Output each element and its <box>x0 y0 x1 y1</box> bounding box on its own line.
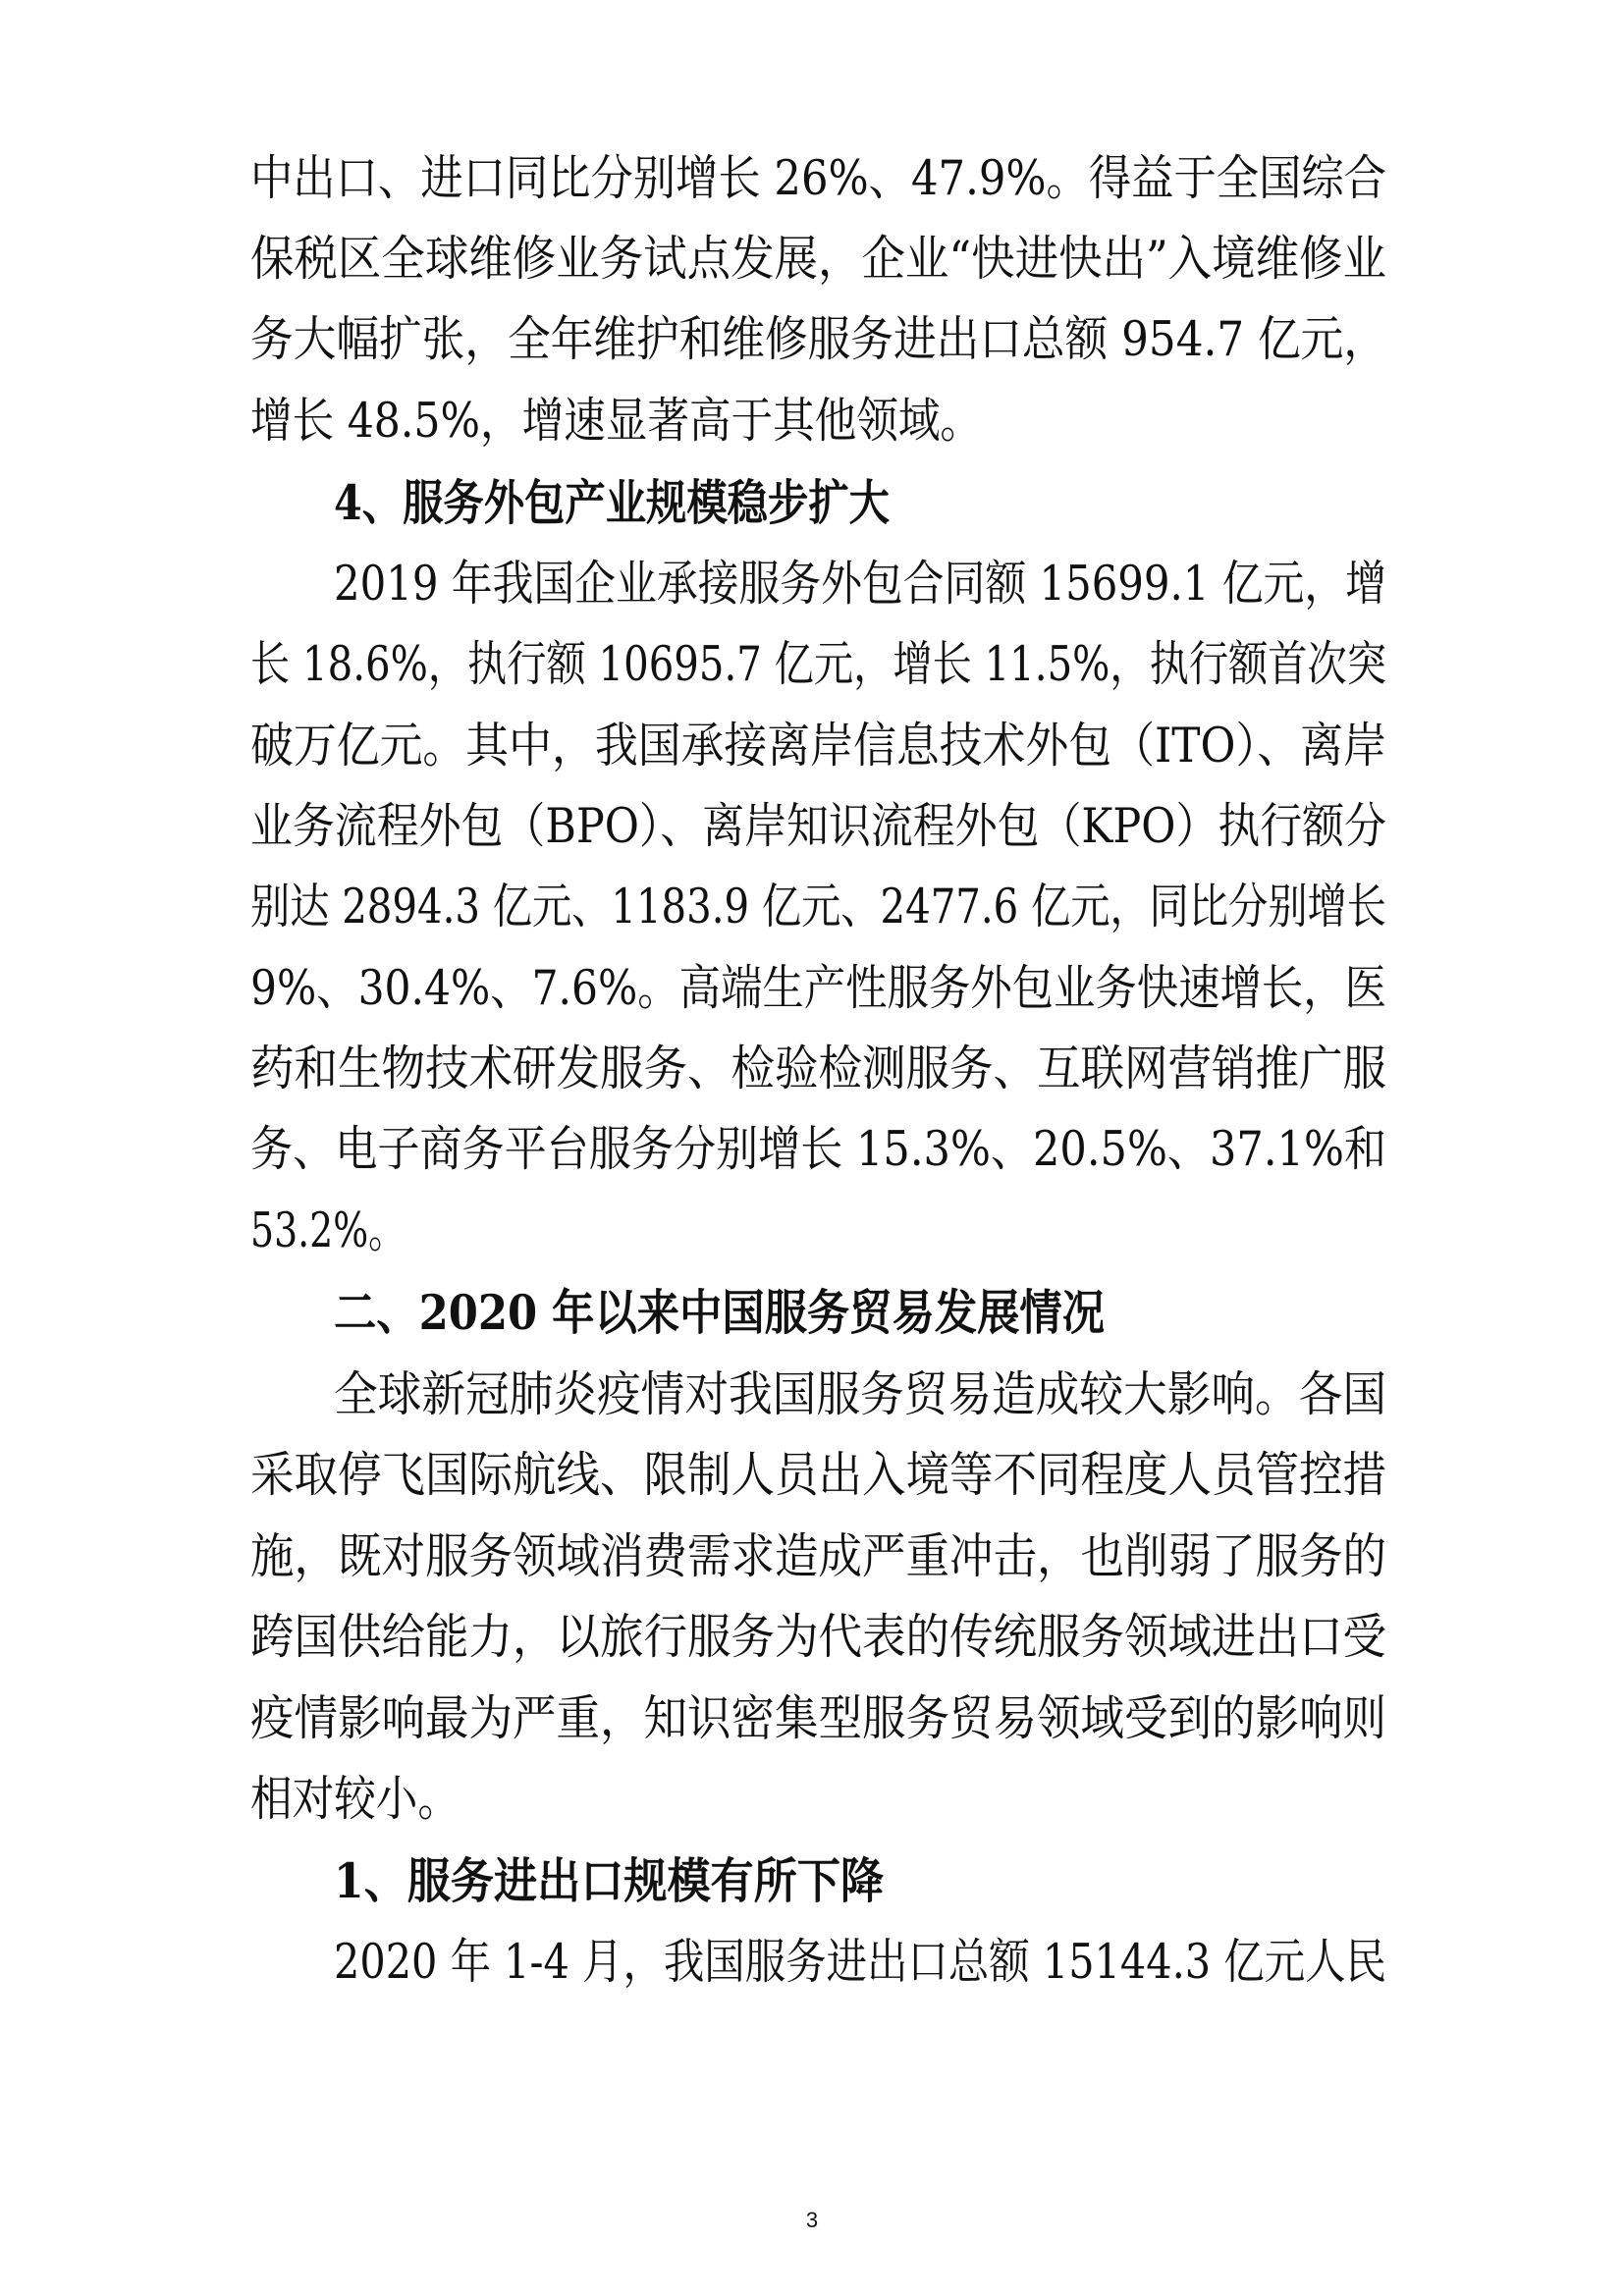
line-text: 保税区全球维修业务试点发展，企业“快进快出”入境维修业 <box>250 231 1386 287</box>
paragraph-line <box>0 545 1624 623</box>
line-text: 破万亿元。其中，我国承接离岸信息技术外包（ITO）、离岸 <box>250 718 1386 774</box>
line-text: 务、电子商务平台服务分别增长 15.3%、20.5%、37.1%和 <box>250 1121 1386 1177</box>
line-text: 中出口、进口同比分别增长 26%、47.9%。得益于全国综合 <box>250 150 1386 206</box>
paragraph-line <box>0 1680 1624 1758</box>
section-heading-line <box>0 1273 1624 1352</box>
paragraph-line <box>0 787 1624 866</box>
line-text: 药和生物技术研发服务、检验检测服务、互联网营销推广服 <box>250 1041 1386 1096</box>
line-text: 施，既对服务领域消费需求造成严重冲击，也削弱了服务的 <box>250 1528 1386 1584</box>
line-text: 跨国供给能力，以旅行服务为代表的传统服务领域进出口受 <box>250 1609 1386 1665</box>
heading-text: 4、服务外包产业规模稳步扩大 <box>334 474 890 531</box>
paragraph-line <box>0 707 1624 785</box>
paragraph-line <box>0 1923 1624 2002</box>
heading-text: 二、2020 年以来中国服务贸易发展情况 <box>334 1284 1105 1341</box>
section-heading-line <box>0 463 1624 542</box>
line-text: 全球新冠肺炎疫情对我国服务贸易造成较大影响。各国 <box>334 1366 1386 1422</box>
line-text: 业务流程外包（BPO）、离岸知识流程外包（KPO）执行额分 <box>250 798 1386 854</box>
line-text: 2020 年 1-4 月，我国服务进出口总额 15144.3 亿元人民 <box>334 1934 1386 1990</box>
paragraph-line <box>0 220 1624 298</box>
section-heading-line <box>0 1842 1624 1920</box>
line-text: 2019 年我国企业承接服务外包合同额 15699.1 亿元，增 <box>334 556 1386 612</box>
page-number: 3 <box>805 2208 819 2232</box>
line-text: 疫情影响最为严重，知识密集型服务贸易领域受到的影响则 <box>250 1690 1386 1746</box>
line-text: 9%、30.4%、7.6%。高端生产性服务外包业务快速增长，医 <box>250 960 1386 1016</box>
paragraph-line <box>0 1192 1624 1270</box>
line-text: 长 18.6%，执行额 10695.7 亿元，增长 11.5%，执行额首次突 <box>250 636 1386 692</box>
line-text: 别达 2894.3 亿元、1183.9 亿元、2477.6 亿元，同比分别增长 <box>250 879 1386 934</box>
paragraph-line <box>0 868 1624 946</box>
paragraph-line <box>0 1598 1624 1677</box>
line-text: 务大幅扩张，全年维护和维修服务进出口总额 954.7 亿元， <box>250 311 1386 367</box>
paragraph-line <box>0 949 1624 1028</box>
line-text: 增长 48.5%，增速显著高于其他领域。 <box>250 393 982 449</box>
line-text: 采取停飞国际航线、限制人员出入境等不同程度人员管控措 <box>250 1447 1386 1503</box>
paragraph-line <box>0 1518 1624 1596</box>
paragraph-line <box>0 139 1624 218</box>
paragraph-line <box>0 1030 1624 1108</box>
paragraph-line <box>0 382 1624 460</box>
line-text: 相对较小。 <box>250 1771 460 1827</box>
paragraph-line <box>0 300 1624 379</box>
paragraph-line <box>0 1436 1624 1515</box>
heading-text: 1、服务进出口规模有所下降 <box>334 1852 884 1909</box>
paragraph-line <box>0 1356 1624 1434</box>
paragraph-line <box>0 1110 1624 1189</box>
line-text: 53.2%。 <box>250 1202 406 1258</box>
paragraph-line <box>0 625 1624 704</box>
paragraph-line <box>0 1760 1624 1839</box>
